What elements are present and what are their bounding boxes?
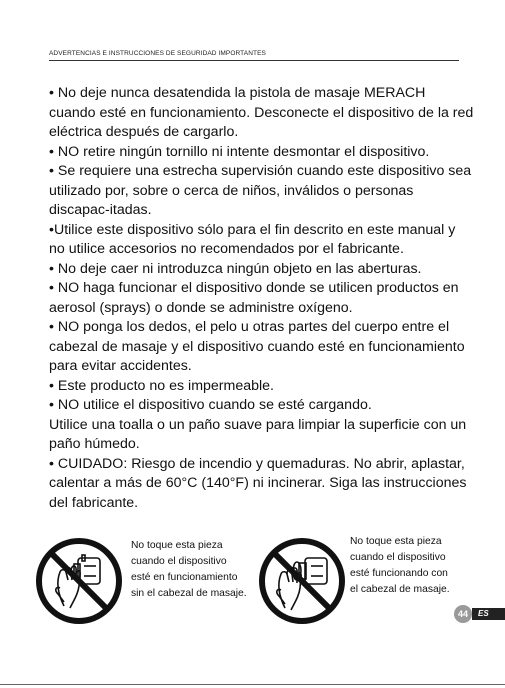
no-touch-without-head-icon xyxy=(34,536,124,626)
warning-caption: No toque esta pieza cuando el dispositivo esté funcionando con el cabezal de masaje. xyxy=(350,536,450,595)
instruction-item: • NO ponga los dedos, el pelo u otras partes del cuerpo entre el cabezal de masaje y el dispositivo cuando esté en funcionamiento para evitar accidentes. xyxy=(49,319,465,374)
instruction-item: •Utilice este dispositivo sólo para el fin descrito en este manual y no utilice accesorios no recomendados por el fabricante. xyxy=(49,221,456,257)
instruction-item: • NO retire ningún tornillo ni intente desmontar el dispositivo. xyxy=(49,143,430,160)
instruction-item: • NO haga funcionar el dispositivo donde se utilicen productos en aerosol (sprays) o donde se administre oxígeno. xyxy=(49,280,459,316)
no-touch-with-head-icon xyxy=(257,536,347,626)
instruction-item: • NO utilice el dispositivo cuando se esté cargando. xyxy=(49,397,372,413)
footer-divider xyxy=(0,684,505,685)
instruction-item: • Se requiere una estrecha supervisión cuando este dispositivo sea utilizado por, sobre o cerca de niños, inválidos o personas discapac-itadas. xyxy=(49,163,472,218)
language-tab: ES xyxy=(472,608,505,620)
warning-no-head xyxy=(34,536,274,626)
page-number-badge: 44 xyxy=(454,605,472,623)
instruction-item: Utilice una toalla o un paño suave para limpiar la superficie con un paño húmedo. xyxy=(49,416,467,452)
warning-caption: No toque esta pieza cuando el dispositivo esté en funcionamiento sin el cabezal de masaje. xyxy=(131,540,247,599)
instruction-item: • No deje caer ni introduzca ningún objeto en las aberturas. xyxy=(49,260,422,277)
instruction-item: • Este producto no es impermeable. xyxy=(49,377,274,394)
instruction-item: • CUIDADO: Riesgo de incendio y quemaduras. No abrir, aplastar, calentar a más de 60°C (140°F) ni incinerar. Siga las instrucciones del fabricante. xyxy=(49,455,467,511)
safety-instructions xyxy=(49,84,475,513)
page-header: ADVERTENCIAS E INSTRUCCIONES DE SEGURIDAD IMPORTANTES xyxy=(49,50,266,57)
instruction-item: • No deje nunca desatendida la pistola de masaje MERACH cuando esté en funcionamiento. Desconecte el dispositivo de la red eléctrica después de cargarlo. xyxy=(49,85,474,140)
header-divider xyxy=(49,60,459,61)
